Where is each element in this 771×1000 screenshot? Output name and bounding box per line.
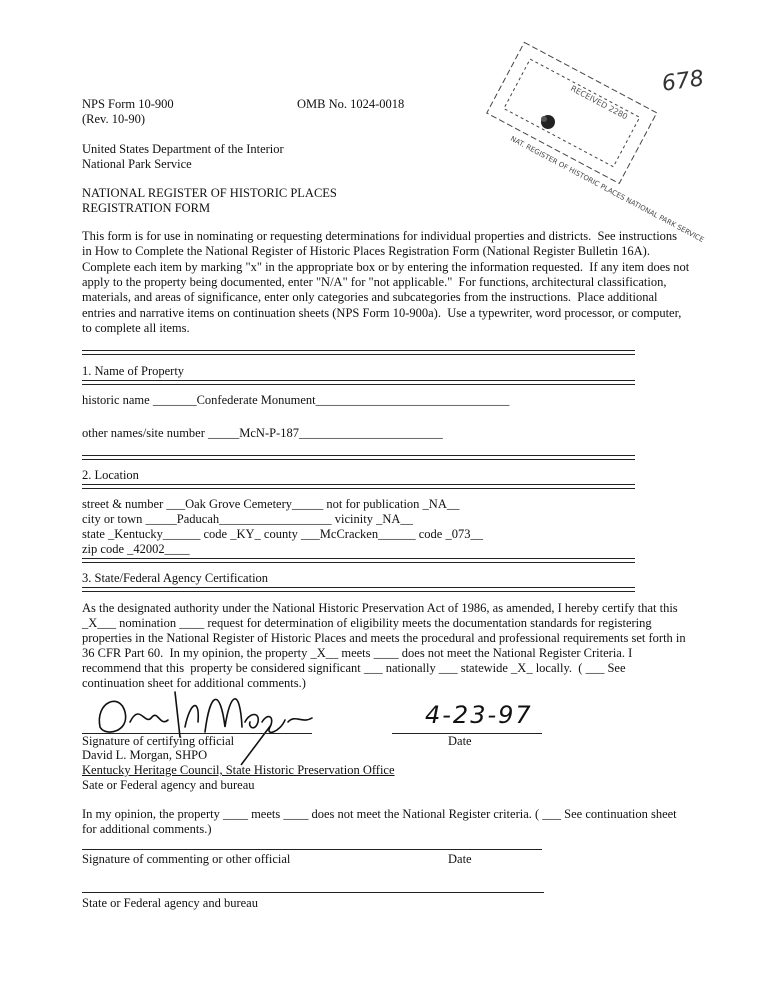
stamp-bottom-text: NAT. REGISTER OF HISTORIC PLACES NATIONAL PARK SERVICE [509, 134, 706, 245]
divider [82, 380, 635, 385]
text-line: materials, and areas of significance, enter only categories and subcategories from the instructions. Place additional [82, 290, 658, 305]
text-line: recommend that this property be considered significant ___ nationally ___ statewide _X_ locally. ( ___ See [82, 661, 626, 675]
commenting-date-label: Date [448, 852, 472, 866]
divider [82, 587, 635, 592]
agency-line [82, 892, 544, 893]
form-revision: (Rev. 10-90) [82, 112, 146, 126]
section-1-heading: 1. Name of Property [82, 364, 185, 378]
text-line: continuation sheet for additional comments.) [82, 676, 306, 690]
agency-label-2: State or Federal agency and bureau [82, 896, 258, 910]
commenting-date-line [392, 849, 542, 850]
divider [82, 350, 635, 355]
state-field: state _Kentucky______ code _KY_ county ___McCracken______ code _073__ [82, 527, 483, 541]
historic-name-field: historic name _______Confederate Monument_______________________________ [82, 393, 510, 407]
text-line: Complete each item by marking "x" in the appropriate box or by entering the information requested. If any item does not [82, 259, 690, 274]
omb-number: OMB No. 1024-0018 [297, 97, 405, 111]
agency-name: Kentucky Heritage Council, State Historic Preservation Office [82, 763, 395, 777]
divider [82, 484, 635, 489]
text-line: in How to Complete the National Register of Historic Places Registration Form (National Register Bulletin 16A). [82, 244, 650, 259]
agency-service: National Park Service [82, 157, 192, 171]
commenting-label: Signature of commenting or other official [82, 852, 291, 866]
section-2-heading: 2. Location [82, 468, 139, 482]
text-line: to complete all items. [82, 320, 190, 335]
text-line: entries and narrative items on continuation sheets (NPS Form 10-900a). Use a typewriter, word processor, or computer, [82, 305, 682, 320]
handwritten-date: 4-23-97 [425, 701, 533, 729]
handwritten-number: 678 [660, 66, 706, 97]
form-title: NATIONAL REGISTER OF HISTORIC PLACES [82, 186, 337, 200]
department: United States Department of the Interior [82, 142, 284, 156]
text-line: properties in the National Register of Historic Places and meets the procedural and professional requirements set forth in [82, 631, 686, 645]
divider [82, 558, 635, 563]
section-3-heading: 3. State/Federal Agency Certification [82, 571, 269, 585]
stamp-top-text: RECEIVED 2280 [569, 83, 630, 122]
agency-label: Sate or Federal agency and bureau [82, 778, 255, 792]
signature-label: Signature of certifying official [82, 734, 235, 748]
text-line: 36 CFR Part 60. In my opinion, the property _X__ meets ____ does not meet the National Register Criteria. I [82, 646, 633, 660]
other-names-field: other names/site number _____McN-P-187_______________________ [82, 426, 443, 440]
form-subtitle: REGISTRATION FORM [82, 201, 211, 215]
date-label: Date [448, 734, 472, 748]
text-line: _X___ nomination ____ request for determination of eligibility meets the documentation standards for registering [82, 616, 652, 630]
text-line: This form is for use in nominating or requesting determinations for individual properties and districts. See instructions [82, 229, 678, 243]
zip-field: zip code _42002____ [82, 542, 190, 556]
form-number: NPS Form 10-900 [82, 97, 174, 111]
text-line: In my opinion, the property ____ meets ____ does not meet the National Register criteria. ( ___ See continuation sheet [82, 807, 677, 821]
official-name: David L. Morgan, SHPO [82, 748, 208, 762]
text-line: As the designated authority under the National Historic Preservation Act of 1986, as amended, I hereby certify that this [82, 601, 678, 615]
text-line: apply to the property being documented, enter "N/A" for "not applicable." For functions, architectural classification, [82, 274, 667, 289]
commenting-signature-line [82, 849, 392, 850]
street-field: street & number ___Oak Grove Cemetery_____ not for publication _NA__ [82, 497, 460, 511]
divider [82, 455, 635, 460]
city-field: city or town _____Paducah__________________ vicinity _NA__ [82, 512, 413, 526]
text-line: for additional comments.) [82, 822, 212, 836]
